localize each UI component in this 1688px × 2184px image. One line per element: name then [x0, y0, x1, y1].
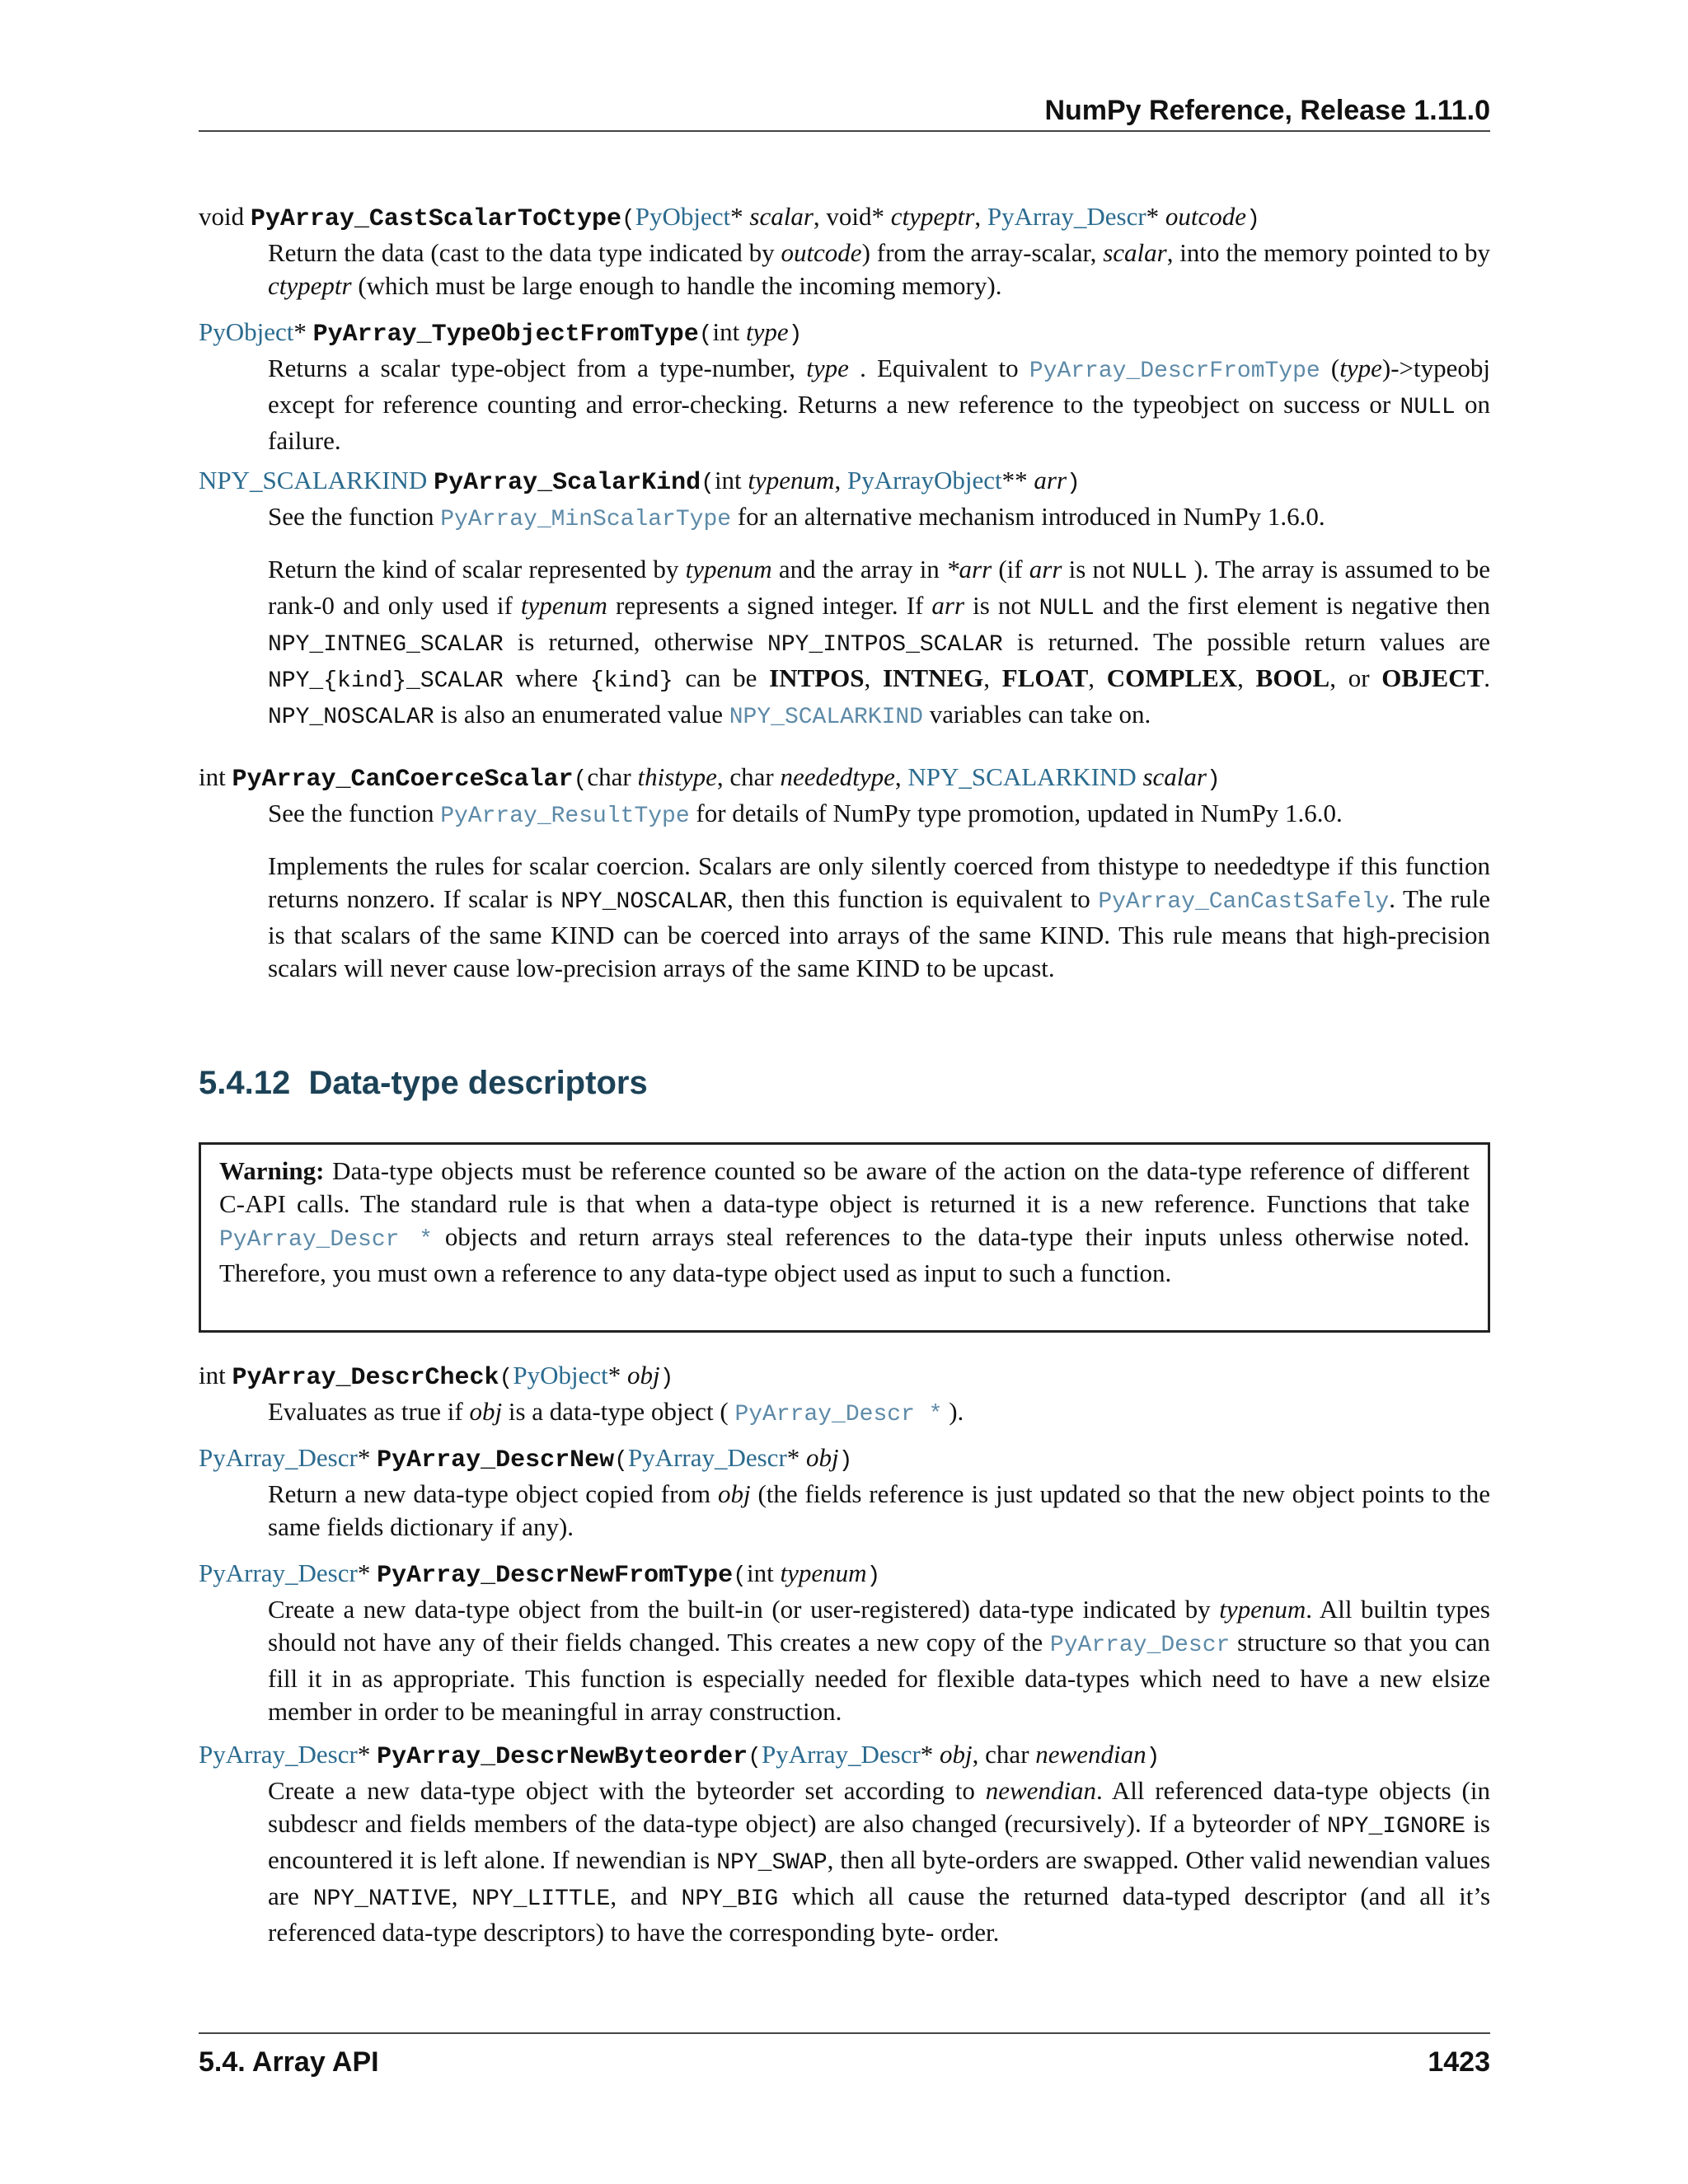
emphasis: scalar — [1103, 238, 1167, 267]
entry-descr-check — [199, 1359, 1490, 1432]
text: is not — [964, 591, 1039, 620]
function-signature — [199, 1557, 1490, 1593]
code-literal: NPY_NATIVE — [312, 1886, 452, 1912]
text: is not — [1062, 555, 1132, 583]
text: Implements the rules for scalar coercion. Scalars are only silently coerced from thistype to neededtype if this function returns nonzero. If scalar is — [268, 851, 1490, 913]
emphasis: *arr — [946, 555, 992, 583]
code-literal: NPY_NOSCALAR — [268, 705, 434, 730]
code-link[interactable]: PyArray_ResultType — [440, 804, 690, 829]
code-literal: NPY_INTNEG_SCALAR — [268, 632, 504, 658]
text: )->typeobj except for reference counting and error-checking. Returns a new reference to the typeobject on success or — [268, 354, 1490, 419]
emphasis: outcode — [781, 238, 862, 267]
param-name: outcode — [1165, 202, 1247, 231]
text: is a data-type object ( — [502, 1397, 735, 1426]
text: ( — [1320, 354, 1340, 382]
text: Return the kind of scalar represented by — [268, 555, 686, 583]
code-literal: NULL — [1132, 560, 1188, 585]
paren-close: ) — [1246, 207, 1260, 232]
function-signature — [199, 1359, 1490, 1395]
pointer-star: * — [357, 1558, 377, 1587]
text: structure so that you can fill it in as appropriate. This function is especially needed for flexible data-types which need to have a new elsize member in order to be meaningful in array construction. — [268, 1628, 1490, 1726]
comma: , — [974, 202, 987, 231]
text: can be — [673, 663, 770, 692]
code-literal: NPY_{kind}_SCALAR — [268, 668, 504, 694]
function-name: PyArray_DescrNewByteorder — [377, 1743, 748, 1771]
function-description — [268, 797, 1490, 985]
text: is returned. The possible return values are — [1002, 627, 1490, 656]
code-link[interactable]: PyArray_Descr * — [734, 1402, 943, 1427]
function-name: PyArray_DescrNewFromType — [377, 1562, 734, 1590]
function-name: PyArray_TypeObjectFromType — [312, 321, 699, 349]
text: and the first element is negative then — [1094, 591, 1490, 620]
code-literal: NPY_NOSCALAR — [560, 889, 727, 915]
function-description — [268, 500, 1490, 734]
emphasis: ctypeptr — [268, 271, 352, 300]
emphasis: newendian — [985, 1776, 1096, 1805]
text: . All referenced data-type objects (in subdescr and fields members of the data-type object) are also changed (recursively). If a byteorder of — [268, 1776, 1490, 1838]
function-signature — [199, 464, 1490, 500]
text: ). — [942, 1397, 964, 1426]
code-literal: NPY_SWAP — [716, 1850, 828, 1876]
paren-close: ) — [838, 1448, 853, 1474]
text: for an alternative mechanism introduced in NumPy 1.6.0. — [731, 502, 1325, 531]
emphasis: type — [806, 354, 849, 382]
param-name: ctypeptr — [890, 202, 975, 231]
type-link[interactable]: PyArray_Descr — [987, 202, 1146, 231]
function-description — [268, 1774, 1490, 1949]
bold-term: INTPOS — [769, 663, 865, 692]
text: (the fields reference is just updated so that the new object points to the same fields dictionary if any). — [268, 1479, 1490, 1541]
pointer-star: * — [920, 1740, 940, 1769]
paren-close: ) — [866, 1563, 881, 1589]
param-name: newendian — [1035, 1740, 1146, 1769]
text: Return the data (cast to the data type indicated by — [268, 238, 781, 267]
function-name: PyArray_DescrNew — [377, 1446, 615, 1474]
bold-term: COMPLEX — [1106, 663, 1238, 692]
code-link[interactable]: NPY_SCALARKIND — [729, 705, 923, 730]
text: , then this function is equivalent to — [726, 884, 1099, 913]
param-name: neededtype — [780, 762, 895, 791]
emphasis: type — [1339, 354, 1382, 382]
function-description — [268, 1478, 1490, 1544]
type-link[interactable]: PyObject — [513, 1361, 608, 1390]
section-title-text: Data-type descriptors — [308, 1065, 648, 1101]
paren-open: ( — [748, 1745, 762, 1770]
text: and the array in — [771, 555, 946, 583]
param-name: obj — [626, 1361, 660, 1390]
paren-open: ( — [698, 322, 713, 348]
pointer-star: ** — [1001, 466, 1034, 494]
function-signature — [199, 316, 1490, 352]
text: Return a new data-type object copied from — [268, 1479, 718, 1508]
param-name: scalar — [1142, 762, 1207, 791]
text: Data-type objects must be reference counted so be aware of the action on the data-type reference of different C-API calls. The standard rule is that when a data-type object is returned it is a new reference. Functions that take — [219, 1156, 1470, 1218]
function-name: PyArray_DescrCheck — [232, 1364, 499, 1392]
text: , then all byte-orders are swapped. Other valid newendian values are — [268, 1845, 1491, 1910]
code-link[interactable]: PyArray_MinScalarType — [440, 507, 732, 532]
section-number: 5.4.12 — [199, 1065, 291, 1101]
text: is returned, otherwise — [503, 627, 768, 656]
function-description — [268, 237, 1490, 302]
text: . All builtin types should not have any of their fields changed. This creates a new copy of the — [268, 1595, 1490, 1657]
return-type: void — [199, 202, 245, 231]
bold-term: OBJECT — [1381, 663, 1484, 692]
type-link[interactable]: PyObject — [635, 202, 731, 231]
entry-descr-new — [199, 1441, 1490, 1544]
code-link[interactable]: PyArray_DescrFromType — [1029, 359, 1320, 384]
text: on failure. — [268, 390, 1491, 455]
function-signature — [199, 200, 1490, 237]
text: Create a new data-type object from the built-in (or user-registered) data-type indicated by — [268, 1595, 1220, 1624]
text: . — [1484, 663, 1491, 692]
code-literal: NPY_LITTLE — [471, 1886, 611, 1912]
function-name: PyArray_CastScalarToCtype — [250, 205, 621, 233]
text: for details of NumPy type promotion, updated in NumPy 1.6.0. — [689, 799, 1343, 827]
paren-close: ) — [1206, 767, 1221, 793]
function-name: PyArray_CanCoerceScalar — [232, 766, 574, 794]
text: objects and return arrays steal references to the data-type their inputs unless otherwise noted. Therefore, you must own a reference to any data-type object used as input to such a function. — [219, 1222, 1470, 1287]
text: which all cause the returned data-typed descriptor (and all it’s referenced data-type descriptors) to have the corresponding byte- order. — [268, 1882, 1491, 1947]
paren-open: ( — [499, 1366, 513, 1391]
type-link[interactable]: PyArray_Descr — [627, 1443, 787, 1472]
code-link[interactable]: PyArray_Descr — [1049, 1633, 1231, 1658]
pointer-star: * — [357, 1740, 377, 1769]
header-title: NumPy Reference, Release 1.11.0 — [1044, 95, 1490, 126]
code-literal: NULL — [1039, 596, 1095, 621]
paren-open: ( — [621, 207, 635, 232]
function-description — [268, 1395, 1490, 1432]
paren-open: ( — [614, 1448, 628, 1474]
text: . The rule is that scalars of the same KIND can be coerced into arrays of the same KIND. This rule means that high-precision scalars will never cause low-precision arrays of the same KIND to be upcast. — [268, 884, 1490, 982]
text: Create a new data-type object with the byteorder set according to — [268, 1776, 986, 1805]
section-heading — [199, 1062, 1490, 1104]
paren-close: ) — [1146, 1745, 1160, 1770]
emphasis: typenum — [520, 591, 607, 620]
pointer-star: * — [730, 202, 750, 231]
text: is encountered it is left alone. If newendian is — [268, 1809, 1490, 1874]
text: Returns a scalar type-object from a type-number, — [268, 354, 807, 382]
comma: , — [834, 466, 847, 494]
paren-close: ) — [788, 322, 803, 348]
comma: , — [716, 762, 730, 791]
text: See the function — [268, 502, 441, 531]
text: , — [864, 663, 883, 692]
param-name: obj — [806, 1443, 839, 1472]
text: ). The array is assumed to be rank-0 and only used if — [268, 555, 1490, 620]
param-type: char — [985, 1740, 1036, 1769]
function-name: PyArray_ScalarKind — [434, 469, 701, 497]
param-name: arr — [1034, 466, 1067, 494]
code-link[interactable]: PyArray_CanCastSafely — [1098, 889, 1390, 915]
text: Evaluates as true if — [268, 1397, 470, 1426]
paren-close: ) — [659, 1366, 674, 1391]
paren-open: ( — [733, 1563, 747, 1589]
bold-term: FLOAT — [1001, 663, 1089, 692]
paren-open: ( — [573, 767, 588, 793]
type-link[interactable]: PyArray_Descr — [199, 1740, 358, 1769]
code-literal: NPY_IGNORE — [1327, 1814, 1466, 1840]
param-name: obj — [940, 1740, 973, 1769]
text: . Equivalent to — [848, 354, 1029, 382]
pointer-star: * — [1146, 202, 1165, 231]
text: , and — [610, 1882, 682, 1910]
param-name: type — [746, 317, 789, 346]
param-name: typenum — [748, 466, 835, 494]
text: , or — [1329, 663, 1382, 692]
comma: , — [972, 1740, 986, 1769]
emphasis: arr — [931, 591, 965, 620]
function-signature — [199, 1441, 1490, 1478]
pointer-star: * — [357, 1443, 377, 1472]
code-link[interactable]: PyArray_Descr * — [219, 1227, 434, 1253]
bold-term: INTNEG — [882, 663, 984, 692]
function-signature — [199, 1738, 1490, 1774]
entry-type-object-from-type — [199, 316, 1490, 457]
comma: , — [894, 762, 908, 791]
type-link[interactable]: PyArray_Descr — [761, 1740, 921, 1769]
param-type: char — [587, 762, 638, 791]
text: , — [983, 663, 1002, 692]
footer-section: 5.4. Array API — [199, 2046, 379, 2078]
emphasis: typenum — [685, 555, 772, 583]
function-signature — [199, 761, 1490, 797]
param-type: int — [746, 1558, 781, 1587]
text: , into the memory pointed to by — [1166, 238, 1490, 267]
type-link[interactable]: NPY_SCALARKIND — [199, 466, 428, 494]
text: See the function — [268, 799, 441, 827]
page-header — [199, 91, 1490, 132]
text: , — [1237, 663, 1256, 692]
comma: , — [813, 202, 827, 231]
text: (which must be large enough to handle the incoming memory). — [351, 271, 1002, 300]
paren-open: ( — [701, 471, 715, 496]
text: (if — [992, 555, 1029, 583]
code-literal: {kind} — [589, 668, 673, 694]
emphasis: obj — [717, 1479, 751, 1508]
param-name: typenum — [780, 1558, 867, 1587]
function-description — [268, 1593, 1490, 1728]
text: ) from the array-scalar, — [861, 238, 1104, 267]
emphasis: obj — [469, 1397, 503, 1426]
code-literal: NPY_INTPOS_SCALAR — [767, 632, 1003, 658]
type-link[interactable]: PyArrayObject — [846, 466, 1002, 494]
entry-can-coerce-scalar — [199, 761, 1490, 985]
return-type: int — [199, 1361, 232, 1390]
code-literal: NULL — [1400, 395, 1456, 420]
emphasis: typenum — [1219, 1595, 1306, 1624]
entry-scalar-kind — [199, 464, 1490, 734]
text: is also an enumerated value — [434, 700, 729, 729]
pointer-star: * — [786, 1443, 807, 1472]
type-link[interactable]: PyArray_Descr — [199, 1443, 358, 1472]
type-link[interactable]: PyObject — [199, 317, 294, 346]
bold-term: BOOL — [1255, 663, 1330, 692]
function-description — [268, 352, 1490, 457]
param-type: void* — [826, 202, 891, 231]
paren-close: ) — [1067, 471, 1081, 496]
code-literal: NPY_BIG — [681, 1886, 779, 1912]
param-name: scalar — [749, 202, 814, 231]
param-type: int — [712, 317, 746, 346]
text: represents a signed integer. If — [607, 591, 932, 620]
entry-cast-scalar-to-ctype — [199, 200, 1490, 302]
return-type: int — [199, 762, 232, 791]
warning-box — [199, 1142, 1490, 1333]
page-footer — [199, 2032, 1490, 2080]
pointer-star: * — [293, 317, 313, 346]
param-name: thistype — [637, 762, 717, 791]
text: , — [1088, 663, 1107, 692]
param-type: char — [729, 762, 781, 791]
emphasis: arr — [1029, 555, 1062, 583]
warning-label: Warning: — [219, 1156, 325, 1185]
text: , — [451, 1882, 472, 1910]
type-link[interactable]: NPY_SCALARKIND — [907, 762, 1137, 791]
text: where — [503, 663, 590, 692]
text: variables can take on. — [922, 700, 1151, 729]
param-type: int — [714, 466, 748, 494]
section-title — [199, 1062, 1490, 1104]
entry-descr-new-from-type — [199, 1557, 1490, 1728]
pointer-star: * — [607, 1361, 627, 1390]
type-link[interactable]: PyArray_Descr — [199, 1558, 358, 1587]
page-number: 1423 — [1428, 2046, 1490, 2078]
entry-descr-new-byteorder — [199, 1738, 1490, 1949]
